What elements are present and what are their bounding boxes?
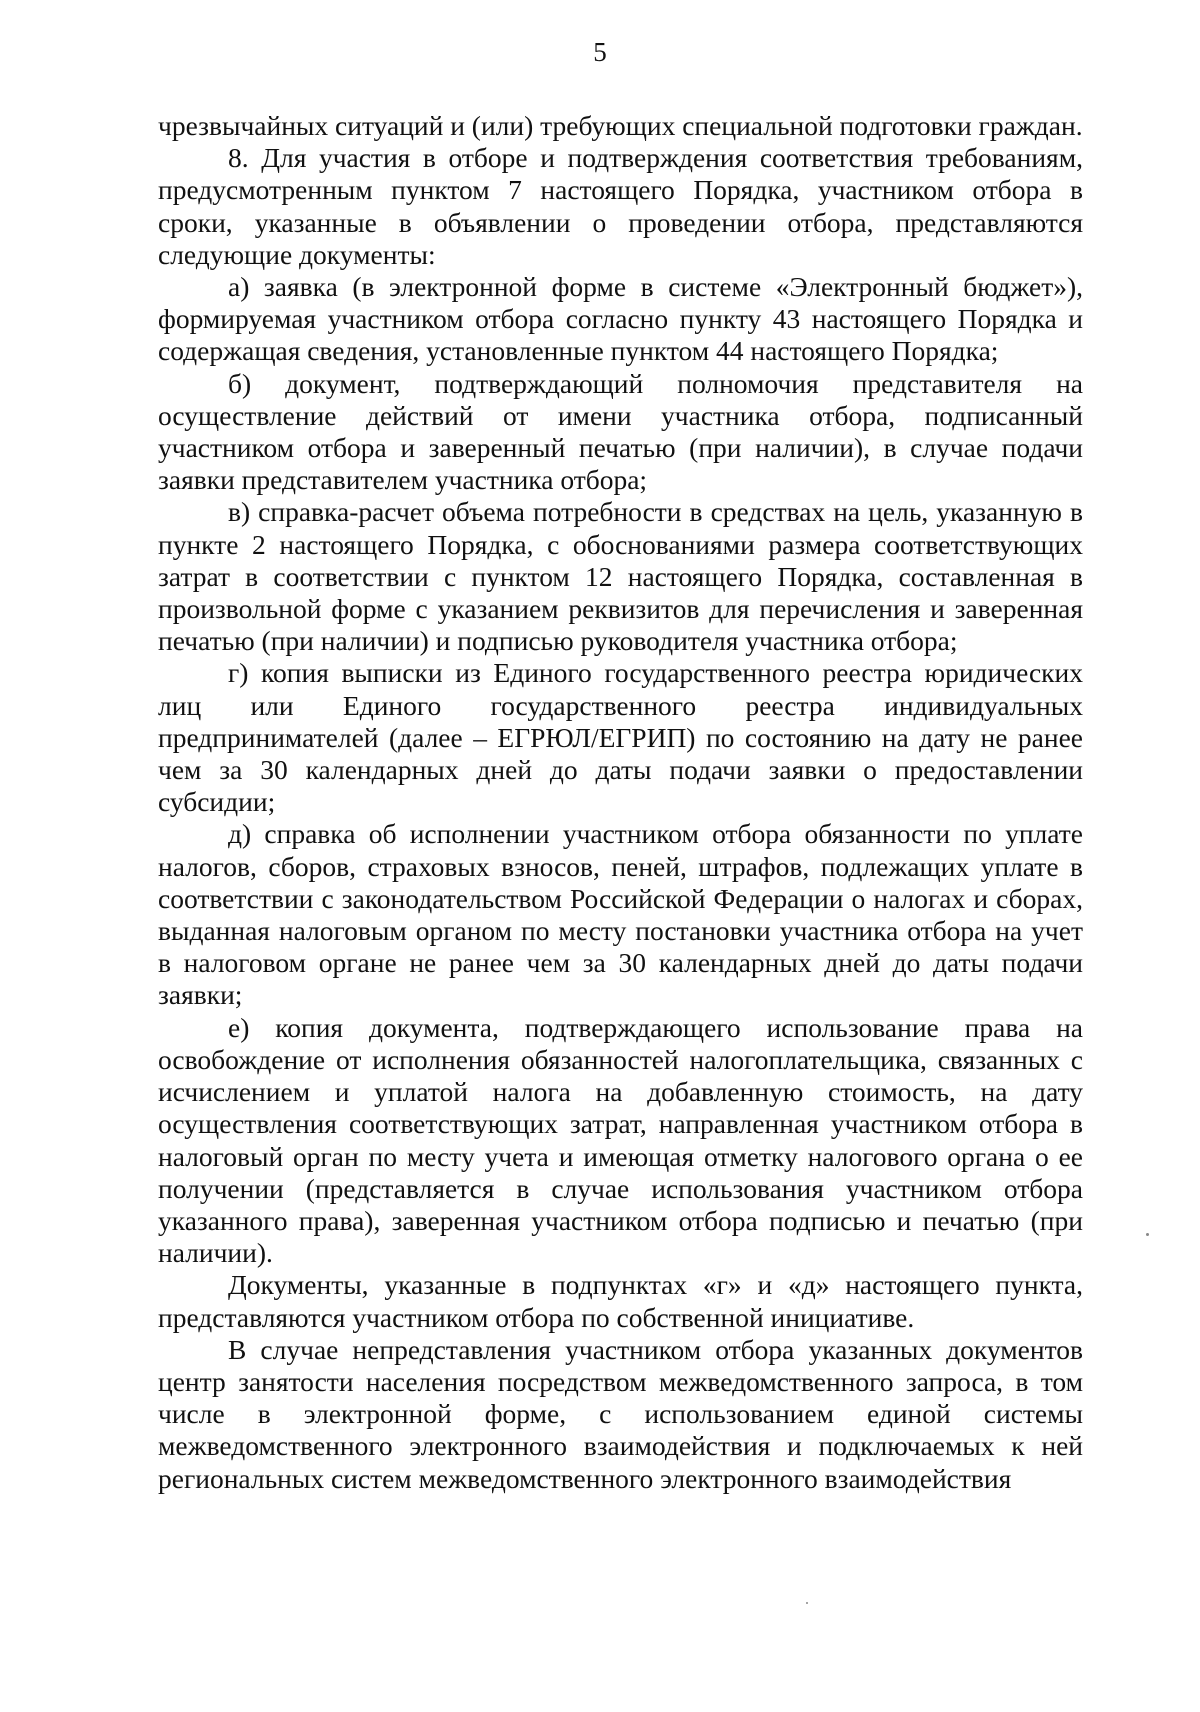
- paragraph-subitem-e: е) копия документа, подтверждающего использование права на освобождение от исполнения обязанностей налогоплательщика, связанных с исчислением и уплатой налога на добавленную стоимость, на дату осуществления соответствующих затрат, направленная участником отбора в налоговый орган по месту учета и имеющая отметку налогового органа о ее получении (представляется в случае использования участником отбора указанного права), заверенная участником отбора подписью и печатью (при наличии).: [158, 1011, 1083, 1269]
- paragraph-subitem-b: б) документ, подтверждающий полномочия представителя на осуществление действий от имени участника отбора, подписанный участником отбора и заверенный печатью (при наличии), в случае подачи заявки представителем участника отбора;: [158, 367, 1083, 496]
- document-body: [158, 110, 1083, 1495]
- scan-speck: [1146, 1233, 1149, 1236]
- paragraph-subitem-d: д) справка об исполнении участником отбора обязанности по уплате налогов, сборов, страховых взносов, пеней, штрафов, подлежащих уплате в соответствии с законодательством Российской Федерации о налогах и сборах, выданная налоговым органом по месту постановки участника отбора на учет в налоговом органе не ранее чем за 30 календарных дней до даты подачи заявки;: [158, 818, 1083, 1011]
- paragraph-documents-note: Документы, указанные в подпунктах «г» и «д» настоящего пункта, представляются участником отбора по собственной инициативе.: [158, 1269, 1083, 1333]
- scan-speck: [806, 1602, 808, 1604]
- paragraph-continuation: чрезвычайных ситуаций и (или) требующих специальной подготовки граждан.: [158, 110, 1083, 141]
- paragraph-item-8: 8. Для участия в отборе и подтверждения соответствия требованиям, предусмотренным пунктом 7 настоящего Порядка, участником отбора в сроки, указанные в объявлении о проведении отбора, представляются следующие документы:: [158, 142, 1083, 270]
- paragraph-non-submission: В случае непредставления участником отбора указанных документов центр занятости населения посредством межведомственного запроса, в том числе в электронной форме, с использованием единой системы межведомственного электронного взаимодействия и подключаемых к ней региональных систем межведомственного электронного взаимодействия: [158, 1333, 1083, 1494]
- paragraph-subitem-v: в) справка-расчет объема потребности в средствах на цель, указанную в пункте 2 настоящего Порядка, с обоснованиями размера соответствующих затрат в соответствии с пунктом 12 настоящего Порядка, составленная в произвольной форме с указанием реквизитов для перечисления и заверенная печатью (при наличии) и подписью руководителя участника отбора;: [158, 496, 1083, 657]
- page-number: 5: [593, 37, 607, 67]
- paragraph-subitem-g: г) копия выписки из Единого государственного реестра юридических лиц или Единого государственного реестра индивидуальных предпринимателей (далее – ЕГРЮЛ/ЕГРИП) по состоянию на дату не ранее чем за 30 календарных дней до даты подачи заявки о предоставлении субсидии;: [158, 657, 1083, 818]
- paragraph-subitem-a: а) заявка (в электронной форме в системе «Электронный бюджет»), формируемая участником отбора согласно пункту 43 настоящего Порядка и содержащая сведения, установленные пунктом 44 настоящего Порядка;: [158, 271, 1083, 367]
